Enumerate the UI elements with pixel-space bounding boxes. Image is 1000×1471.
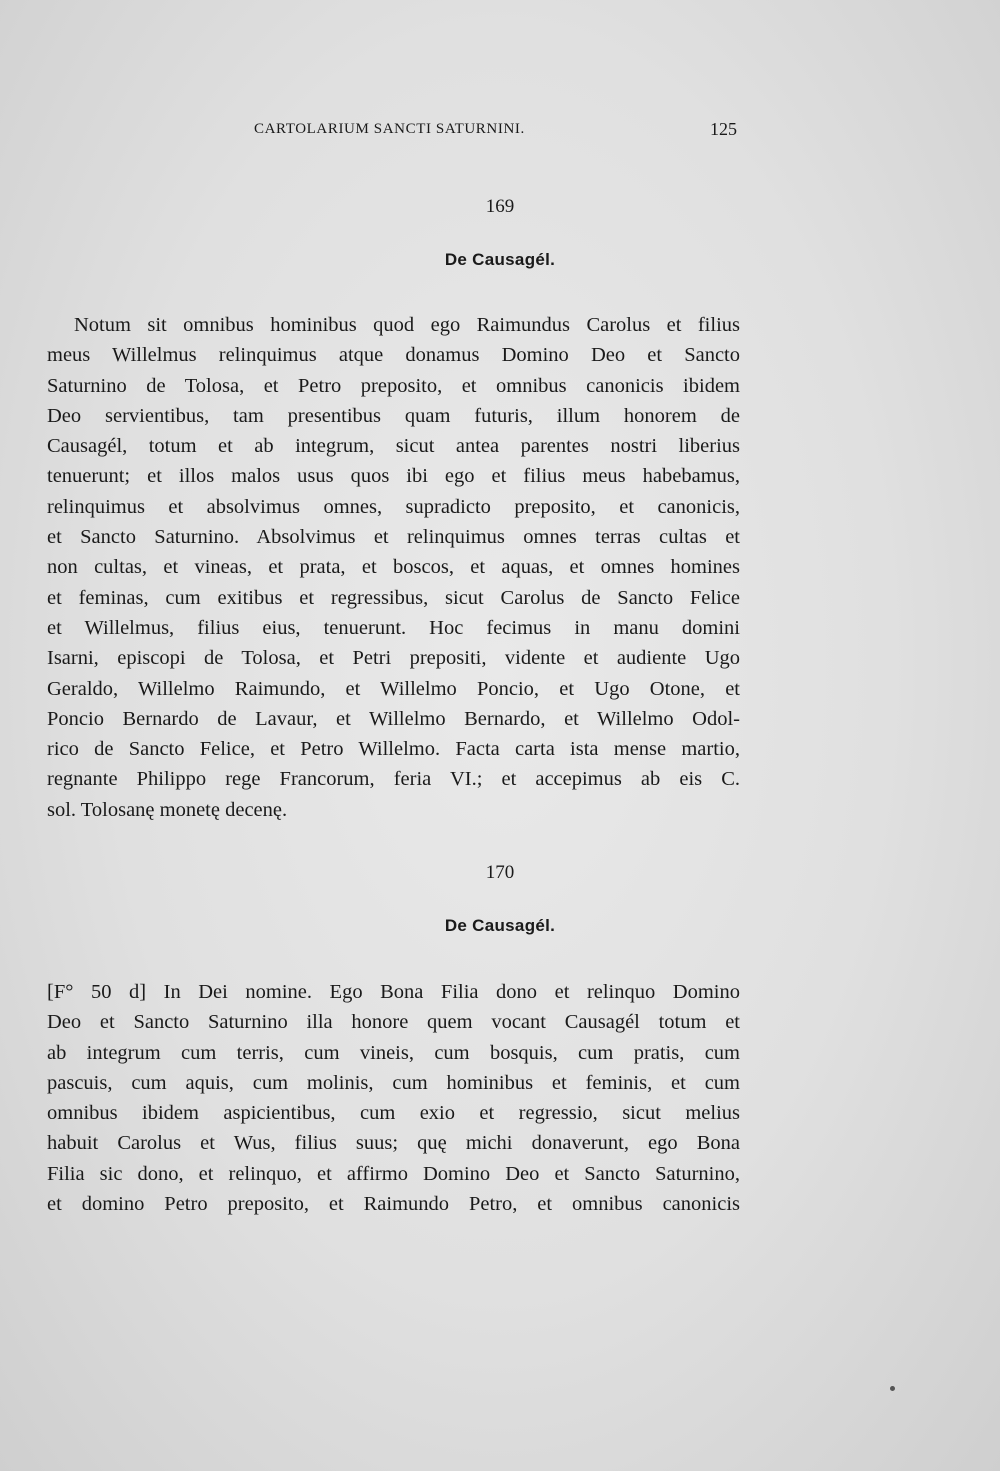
text-line: non cultas, et vineas, et prata, et boscos, et aquas, et omnes homines [47,556,740,579]
text-line: [F° 50 d] In Dei nomine. Ego Bona Filia dono et relinquo Domino [47,981,740,1003]
charter-title: De Causagél. [444,250,556,269]
text-line: Deo et Sancto Saturnino illa honore quem vocant Causagél totum et [47,1011,740,1034]
text-line: habuit Carolus et Wus, filius suus; quę michi donaverunt, ego Bona [47,1132,740,1155]
text-line: relinquimus et absolvimus omnes, supradicto preposito, et canonicis, [47,495,740,518]
text-line: Deo servientibus, tam presentibus quam futuris, illum honorem de [47,404,740,427]
running-head [0,121,1000,145]
charter-title: De Causagél. [444,916,556,935]
running-title: CARTOLARIUM SANCTI SATURNINI. [254,121,525,137]
text-line: Poncio Bernardo de Lavaur, et Willelmo Bernardo, et Willelmo Odol- [47,707,740,730]
ink-speck [890,1386,895,1391]
text-line: meus Willelmus relinquimus atque donamus Domino Deo et Sancto [47,344,740,367]
text-line: rico de Sancto Felice, et Petro Willelmo. Facta carta ista mense martio, [47,738,740,761]
text-line: omnibus ibidem aspicientibus, cum exio et regressio, sicut melius [47,1102,740,1125]
text-line: tenuerunt; et illos malos usus quos ibi ego et filius meus habebamus, [47,465,740,488]
text-line: ab integrum cum terris, cum vineis, cum bosquis, cum pratis, cum [47,1041,740,1064]
charter-text [47,310,740,825]
charter-number: 169 [485,196,515,217]
text-line: Notum sit omnibus hominibus quod ego Raimundus Carolus et filius [74,314,740,336]
text-line: Isarni, episcopi de Tolosa, et Petri prepositi, vidente et audiente Ugo [47,647,740,670]
text-line: Filia sic dono, et relinquo, et affirmo Domino Deo et Sancto Saturnino, [47,1162,740,1185]
text-line: pascuis, cum aquis, cum molinis, cum hominibus et feminis, et cum [47,1071,740,1094]
text-line: Geraldo, Willelmo Raimundo, et Willelmo Poncio, et Ugo Otone, et [47,677,740,700]
text-line: regnante Philippo rege Francorum, feria VI.; et accepimus ab eis C. [47,768,740,791]
text-line: Causagél, totum et ab integrum, sicut antea parentes nostri liberius [47,435,740,458]
text-line: et domino Petro preposito, et Raimundo Petro, et omnibus canonicis [47,1193,740,1216]
text-line: Saturnino de Tolosa, et Petro preposito, et omnibus canonicis ibidem [47,374,740,397]
page-number: 125 [710,119,737,139]
text-line: et Sancto Saturnino. Absolvimus et relinquimus omnes terras cultas et [47,526,740,549]
text-line: et feminas, cum exitibus et regressibus, sicut Carolus de Sancto Felice [47,586,740,609]
charter-number: 170 [485,862,515,883]
charter-text [47,977,740,1219]
text-line: sol. Tolosanę monetę decenę. [47,798,288,821]
text-line: et Willelmus, filius eius, tenuerunt. Hoc fecimus in manu domini [47,616,740,639]
